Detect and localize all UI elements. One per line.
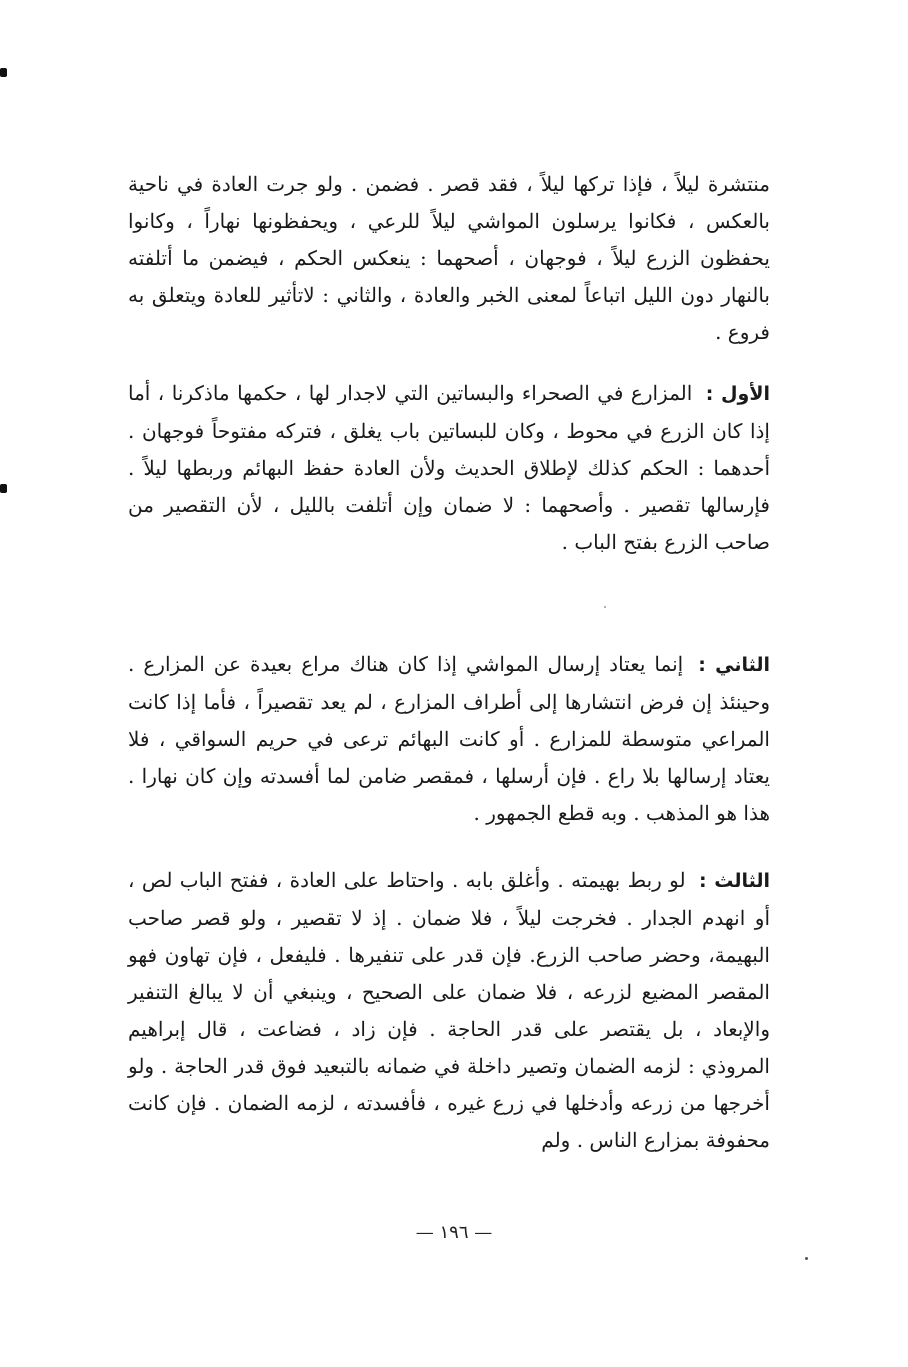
intro-paragraph xyxy=(128,166,770,351)
section-text: لو ربط بهيمته . وأغلق بابه . واحتاط على العادة ، ففتح الباب لص ، أو انهدم الجدار . فخرجت ليلاً ، فلا ضمان . إذ لا تقصير ، ولو قصر صاحب البهيمة، وحضر صاحب الزرع. فإن قدر على تنفيرها . فليفعل ، فإن تهاون فهو المقصر المضيع لزرعه ، فلا ضمان على الصحيح ، وينبغي أن لا يبالغ التنفير والإبعاد ، بل يقتصر على قدر الحاجة . فإن زاد ، فضاعت ، قال إبراهيم المروذي : لزمه الضمان وتصير داخلة في ضمانه بالتبعيد فوق قدر الحاجة . ولو أخرجها من زرعه وأدخلها في زرع غيره ، فأفسدته ، لزمه الضمان . فإن كانت محفوفة بمزارع الناس . ولم xyxy=(128,868,770,1152)
section-text: المزارع في الصحراء والبساتين التي لاجدار لها ، حكمها ماذكرنا ، أما إذا كان الزرع في محوط ، وكان للبساتين باب يغلق ، فتركه مفتوحاً فوجهان . أحدهما : الحكم كذلك لإطلاق الحديث ولأن العادة حفظ البهائم وربطها ليلاً . فإرسالها تقصير . وأصحهما : لا ضمان وإن أتلفت بالليل ، لأن التقصير من صاحب الزرع بفتح الباب . xyxy=(128,381,770,554)
ink-speck xyxy=(805,1257,808,1260)
scan-mark xyxy=(0,484,7,493)
intro-text: منتشرة ليلاً ، فإذا تركها ليلاً ، فقد قصر . فضمن . ولو جرت العادة في ناحية بالعكس ، فكانوا يرسلون المواشي ليلاً للرعي ، ويحفظونها نهاراً ، وكانوا يحفظون الزرع ليلاً ، فوجهان ، أصحهما : ينعكس الحكم ، فيضمن ما أتلفته بالنهار دون الليل اتباعاً لمعنى الخبر والعادة ، والثاني : لاتأثير للعادة ويتعلق به فروع . xyxy=(128,172,770,344)
section-lead: الثاني : xyxy=(698,654,771,676)
scan-mark xyxy=(0,68,7,77)
ink-speck xyxy=(604,606,606,608)
section-first xyxy=(128,375,770,561)
section-text: إنما يعتاد إرسال المواشي إذا كان هناك مراع بعيدة عن المزارع . وحينئذ إن فرض انتشارها إلى أطراف المزارع ، لم يعد تقصيراً ، فأما إذا كانت المراعي متوسطة للمزارع . أو كانت البهائم ترعى في حريم السواقي ، فلا يعتاد إرسالها بلا راع . فإن أرسلها ، فمقصر ضامن لما أفسدته وإن كان نهارا . هذا هو المذهب . وبه قطع الجمهور . xyxy=(128,652,770,825)
section-lead: الأول : xyxy=(705,383,771,405)
section-third xyxy=(128,862,770,1159)
page-number: — ١٩٦ — xyxy=(415,1222,493,1243)
section-second xyxy=(128,646,770,832)
section-lead: الثالث : xyxy=(698,870,770,892)
